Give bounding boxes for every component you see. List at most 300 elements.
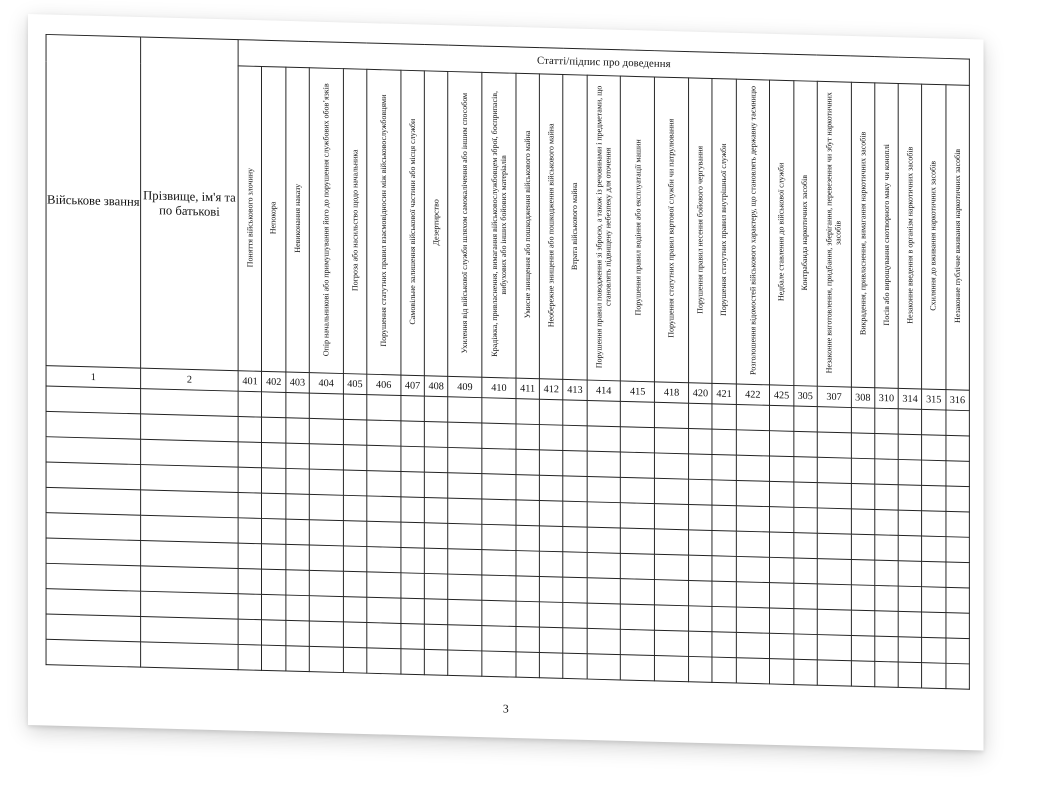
cell-signature[interactable] (563, 400, 587, 426)
cell-signature[interactable] (238, 568, 262, 594)
cell-signature[interactable] (448, 650, 482, 676)
cell-signature[interactable] (286, 570, 310, 596)
cell-signature[interactable] (482, 398, 516, 424)
cell-signature[interactable] (736, 658, 770, 684)
cell-name[interactable] (141, 389, 239, 417)
cell-signature[interactable] (262, 442, 286, 468)
cell-signature[interactable] (712, 454, 736, 480)
cell-rank[interactable] (46, 513, 141, 541)
cell-signature[interactable] (401, 649, 425, 675)
cell-signature[interactable] (539, 475, 563, 501)
cell-signature[interactable] (563, 552, 587, 578)
cell-signature[interactable] (898, 637, 922, 663)
cell-signature[interactable] (448, 599, 482, 625)
cell-signature[interactable] (689, 429, 713, 455)
cell-rank[interactable] (46, 437, 141, 465)
cell-signature[interactable] (851, 483, 875, 509)
cell-signature[interactable] (655, 605, 689, 631)
cell-signature[interactable] (367, 395, 401, 421)
cell-signature[interactable] (922, 561, 946, 587)
cell-signature[interactable] (736, 455, 770, 481)
cell-signature[interactable] (262, 392, 286, 418)
cell-signature[interactable] (367, 496, 401, 522)
cell-signature[interactable] (587, 578, 621, 604)
cell-signature[interactable] (424, 523, 448, 549)
cell-signature[interactable] (539, 399, 563, 425)
cell-signature[interactable] (262, 493, 286, 519)
cell-signature[interactable] (851, 509, 875, 535)
cell-signature[interactable] (424, 396, 448, 422)
cell-signature[interactable] (563, 577, 587, 603)
cell-signature[interactable] (793, 507, 817, 533)
cell-signature[interactable] (712, 556, 736, 582)
cell-signature[interactable] (712, 581, 736, 607)
cell-signature[interactable] (712, 606, 736, 632)
cell-signature[interactable] (817, 559, 851, 585)
cell-signature[interactable] (875, 535, 899, 561)
cell-signature[interactable] (516, 551, 540, 577)
cell-signature[interactable] (539, 425, 563, 451)
cell-signature[interactable] (262, 468, 286, 494)
cell-signature[interactable] (482, 626, 516, 652)
cell-signature[interactable] (262, 417, 286, 443)
cell-signature[interactable] (424, 599, 448, 625)
cell-signature[interactable] (343, 597, 367, 623)
cell-signature[interactable] (563, 628, 587, 654)
cell-signature[interactable] (875, 636, 899, 662)
cell-signature[interactable] (898, 611, 922, 637)
cell-signature[interactable] (516, 424, 540, 450)
cell-signature[interactable] (343, 495, 367, 521)
cell-signature[interactable] (946, 435, 970, 461)
cell-signature[interactable] (238, 442, 262, 468)
cell-signature[interactable] (309, 520, 343, 546)
cell-signature[interactable] (898, 662, 922, 688)
cell-signature[interactable] (712, 505, 736, 531)
cell-name[interactable] (141, 541, 239, 569)
cell-signature[interactable] (448, 549, 482, 575)
cell-signature[interactable] (817, 635, 851, 661)
cell-signature[interactable] (621, 655, 655, 681)
cell-signature[interactable] (587, 603, 621, 629)
cell-signature[interactable] (946, 410, 970, 436)
cell-signature[interactable] (343, 419, 367, 445)
cell-signature[interactable] (448, 397, 482, 423)
cell-signature[interactable] (587, 552, 621, 578)
cell-signature[interactable] (587, 451, 621, 477)
cell-signature[interactable] (238, 391, 262, 417)
cell-signature[interactable] (621, 528, 655, 554)
cell-signature[interactable] (689, 504, 713, 530)
cell-signature[interactable] (238, 594, 262, 620)
cell-signature[interactable] (817, 584, 851, 610)
cell-signature[interactable] (343, 470, 367, 496)
cell-signature[interactable] (401, 522, 425, 548)
cell-signature[interactable] (238, 467, 262, 493)
cell-signature[interactable] (262, 544, 286, 570)
cell-signature[interactable] (898, 586, 922, 612)
cell-signature[interactable] (286, 646, 310, 672)
cell-signature[interactable] (793, 583, 817, 609)
cell-signature[interactable] (655, 656, 689, 682)
cell-signature[interactable] (367, 572, 401, 598)
cell-signature[interactable] (238, 543, 262, 569)
cell-signature[interactable] (516, 576, 540, 602)
cell-signature[interactable] (367, 471, 401, 497)
cell-signature[interactable] (946, 562, 970, 588)
cell-signature[interactable] (424, 497, 448, 523)
cell-signature[interactable] (516, 601, 540, 627)
cell-signature[interactable] (851, 585, 875, 611)
cell-signature[interactable] (946, 461, 970, 487)
cell-signature[interactable] (343, 445, 367, 471)
cell-signature[interactable] (309, 646, 343, 672)
cell-signature[interactable] (401, 623, 425, 649)
cell-signature[interactable] (712, 530, 736, 556)
cell-signature[interactable] (736, 556, 770, 582)
cell-signature[interactable] (238, 417, 262, 443)
cell-signature[interactable] (238, 619, 262, 645)
cell-signature[interactable] (736, 404, 770, 430)
cell-signature[interactable] (793, 533, 817, 559)
cell-signature[interactable] (482, 550, 516, 576)
cell-signature[interactable] (621, 503, 655, 529)
cell-signature[interactable] (309, 570, 343, 596)
cell-signature[interactable] (401, 446, 425, 472)
cell-signature[interactable] (309, 621, 343, 647)
cell-signature[interactable] (793, 659, 817, 685)
cell-signature[interactable] (793, 558, 817, 584)
cell-signature[interactable] (770, 405, 794, 431)
cell-signature[interactable] (539, 652, 563, 678)
cell-signature[interactable] (587, 400, 621, 426)
cell-signature[interactable] (587, 527, 621, 553)
cell-signature[interactable] (516, 399, 540, 425)
cell-signature[interactable] (736, 480, 770, 506)
cell-signature[interactable] (793, 431, 817, 457)
cell-name[interactable] (141, 465, 239, 493)
cell-signature[interactable] (367, 521, 401, 547)
cell-signature[interactable] (922, 637, 946, 663)
cell-signature[interactable] (689, 580, 713, 606)
cell-name[interactable] (141, 566, 239, 594)
cell-signature[interactable] (309, 494, 343, 520)
cell-rank[interactable] (46, 462, 141, 490)
cell-signature[interactable] (563, 450, 587, 476)
cell-signature[interactable] (736, 531, 770, 557)
cell-signature[interactable] (587, 654, 621, 680)
cell-signature[interactable] (689, 656, 713, 682)
cell-signature[interactable] (448, 574, 482, 600)
cell-signature[interactable] (343, 622, 367, 648)
cell-signature[interactable] (448, 498, 482, 524)
cell-signature[interactable] (655, 554, 689, 580)
cell-signature[interactable] (655, 504, 689, 530)
cell-signature[interactable] (621, 604, 655, 630)
cell-rank[interactable] (46, 538, 141, 566)
cell-signature[interactable] (587, 426, 621, 452)
cell-signature[interactable] (539, 450, 563, 476)
cell-signature[interactable] (482, 524, 516, 550)
cell-signature[interactable] (343, 571, 367, 597)
cell-signature[interactable] (770, 633, 794, 659)
cell-signature[interactable] (262, 518, 286, 544)
cell-signature[interactable] (922, 612, 946, 638)
cell-signature[interactable] (770, 431, 794, 457)
cell-signature[interactable] (309, 393, 343, 419)
cell-rank[interactable] (46, 386, 141, 414)
cell-name[interactable] (141, 515, 239, 543)
cell-signature[interactable] (516, 525, 540, 551)
cell-signature[interactable] (898, 485, 922, 511)
cell-signature[interactable] (875, 408, 899, 434)
cell-signature[interactable] (712, 404, 736, 430)
cell-signature[interactable] (482, 423, 516, 449)
cell-signature[interactable] (898, 434, 922, 460)
cell-signature[interactable] (851, 408, 875, 434)
cell-signature[interactable] (401, 396, 425, 422)
cell-signature[interactable] (563, 526, 587, 552)
cell-signature[interactable] (516, 627, 540, 653)
cell-signature[interactable] (770, 608, 794, 634)
cell-signature[interactable] (875, 611, 899, 637)
cell-signature[interactable] (309, 469, 343, 495)
cell-signature[interactable] (621, 427, 655, 453)
cell-rank[interactable] (46, 487, 141, 515)
cell-signature[interactable] (655, 478, 689, 504)
cell-signature[interactable] (563, 602, 587, 628)
cell-rank[interactable] (46, 639, 141, 667)
cell-signature[interactable] (587, 502, 621, 528)
cell-signature[interactable] (736, 582, 770, 608)
cell-signature[interactable] (712, 632, 736, 658)
cell-signature[interactable] (946, 587, 970, 613)
cell-signature[interactable] (309, 596, 343, 622)
cell-signature[interactable] (482, 651, 516, 677)
cell-signature[interactable] (655, 402, 689, 428)
cell-signature[interactable] (286, 392, 310, 418)
cell-signature[interactable] (851, 559, 875, 585)
cell-signature[interactable] (539, 551, 563, 577)
cell-signature[interactable] (689, 530, 713, 556)
cell-signature[interactable] (793, 406, 817, 432)
cell-signature[interactable] (621, 401, 655, 427)
cell-signature[interactable] (851, 534, 875, 560)
cell-signature[interactable] (424, 447, 448, 473)
cell-signature[interactable] (898, 561, 922, 587)
cell-signature[interactable] (689, 454, 713, 480)
cell-signature[interactable] (922, 409, 946, 435)
cell-signature[interactable] (817, 508, 851, 534)
cell-signature[interactable] (793, 609, 817, 635)
cell-signature[interactable] (655, 428, 689, 454)
cell-signature[interactable] (367, 623, 401, 649)
cell-signature[interactable] (448, 523, 482, 549)
cell-signature[interactable] (401, 471, 425, 497)
cell-signature[interactable] (448, 473, 482, 499)
cell-signature[interactable] (401, 421, 425, 447)
cell-signature[interactable] (286, 519, 310, 545)
cell-signature[interactable] (851, 661, 875, 687)
cell-signature[interactable] (946, 613, 970, 639)
cell-signature[interactable] (539, 576, 563, 602)
cell-signature[interactable] (401, 497, 425, 523)
cell-signature[interactable] (689, 403, 713, 429)
cell-signature[interactable] (262, 569, 286, 595)
cell-signature[interactable] (401, 598, 425, 624)
cell-signature[interactable] (736, 506, 770, 532)
cell-signature[interactable] (516, 449, 540, 475)
cell-signature[interactable] (875, 459, 899, 485)
cell-signature[interactable] (817, 483, 851, 509)
cell-signature[interactable] (621, 477, 655, 503)
cell-signature[interactable] (736, 607, 770, 633)
cell-signature[interactable] (851, 458, 875, 484)
cell-signature[interactable] (946, 511, 970, 537)
cell-signature[interactable] (922, 435, 946, 461)
cell-signature[interactable] (424, 548, 448, 574)
cell-signature[interactable] (262, 645, 286, 671)
cell-signature[interactable] (539, 602, 563, 628)
cell-signature[interactable] (401, 547, 425, 573)
cell-signature[interactable] (309, 418, 343, 444)
cell-name[interactable] (141, 439, 239, 467)
cell-signature[interactable] (448, 625, 482, 651)
cell-signature[interactable] (482, 499, 516, 525)
cell-signature[interactable] (424, 472, 448, 498)
cell-signature[interactable] (946, 486, 970, 512)
cell-signature[interactable] (563, 653, 587, 679)
cell-signature[interactable] (770, 507, 794, 533)
cell-signature[interactable] (875, 661, 899, 687)
cell-signature[interactable] (817, 432, 851, 458)
cell-signature[interactable] (539, 501, 563, 527)
cell-signature[interactable] (587, 476, 621, 502)
cell-signature[interactable] (770, 532, 794, 558)
cell-signature[interactable] (286, 468, 310, 494)
cell-signature[interactable] (482, 474, 516, 500)
cell-signature[interactable] (516, 652, 540, 678)
cell-signature[interactable] (539, 627, 563, 653)
cell-signature[interactable] (851, 635, 875, 661)
cell-signature[interactable] (621, 629, 655, 655)
cell-signature[interactable] (309, 545, 343, 571)
cell-signature[interactable] (286, 418, 310, 444)
cell-signature[interactable] (922, 485, 946, 511)
cell-signature[interactable] (898, 535, 922, 561)
cell-signature[interactable] (286, 620, 310, 646)
cell-signature[interactable] (621, 579, 655, 605)
cell-rank[interactable] (46, 563, 141, 591)
cell-signature[interactable] (286, 595, 310, 621)
cell-signature[interactable] (238, 644, 262, 670)
cell-name[interactable] (141, 642, 239, 670)
cell-signature[interactable] (817, 407, 851, 433)
cell-signature[interactable] (851, 610, 875, 636)
cell-signature[interactable] (875, 509, 899, 535)
cell-signature[interactable] (689, 606, 713, 632)
cell-signature[interactable] (946, 638, 970, 664)
cell-signature[interactable] (367, 547, 401, 573)
cell-signature[interactable] (898, 409, 922, 435)
cell-signature[interactable] (309, 444, 343, 470)
cell-signature[interactable] (770, 583, 794, 609)
cell-signature[interactable] (367, 445, 401, 471)
cell-signature[interactable] (817, 533, 851, 559)
cell-signature[interactable] (851, 433, 875, 459)
cell-signature[interactable] (343, 521, 367, 547)
cell-signature[interactable] (770, 659, 794, 685)
cell-signature[interactable] (401, 573, 425, 599)
cell-signature[interactable] (946, 663, 970, 689)
cell-signature[interactable] (424, 573, 448, 599)
cell-signature[interactable] (367, 648, 401, 674)
cell-signature[interactable] (424, 421, 448, 447)
cell-name[interactable] (141, 617, 239, 645)
cell-signature[interactable] (875, 585, 899, 611)
cell-signature[interactable] (655, 529, 689, 555)
cell-signature[interactable] (689, 631, 713, 657)
cell-signature[interactable] (655, 580, 689, 606)
cell-signature[interactable] (367, 597, 401, 623)
cell-rank[interactable] (46, 614, 141, 642)
cell-signature[interactable] (262, 620, 286, 646)
cell-signature[interactable] (922, 511, 946, 537)
cell-signature[interactable] (563, 501, 587, 527)
cell-signature[interactable] (563, 476, 587, 502)
cell-signature[interactable] (736, 632, 770, 658)
cell-signature[interactable] (448, 422, 482, 448)
cell-signature[interactable] (482, 600, 516, 626)
cell-rank[interactable] (46, 411, 141, 439)
cell-signature[interactable] (922, 460, 946, 486)
cell-signature[interactable] (875, 433, 899, 459)
cell-signature[interactable] (793, 457, 817, 483)
cell-signature[interactable] (286, 494, 310, 520)
cell-signature[interactable] (621, 553, 655, 579)
cell-signature[interactable] (922, 663, 946, 689)
cell-signature[interactable] (770, 456, 794, 482)
cell-signature[interactable] (712, 429, 736, 455)
cell-signature[interactable] (367, 420, 401, 446)
cell-signature[interactable] (817, 660, 851, 686)
cell-signature[interactable] (238, 492, 262, 518)
cell-signature[interactable] (770, 557, 794, 583)
cell-signature[interactable] (424, 624, 448, 650)
cell-signature[interactable] (424, 649, 448, 675)
cell-signature[interactable] (286, 443, 310, 469)
cell-signature[interactable] (922, 587, 946, 613)
cell-signature[interactable] (689, 555, 713, 581)
cell-name[interactable] (141, 591, 239, 619)
cell-signature[interactable] (286, 544, 310, 570)
cell-signature[interactable] (343, 546, 367, 572)
cell-name[interactable] (141, 490, 239, 518)
cell-signature[interactable] (655, 630, 689, 656)
cell-signature[interactable] (898, 459, 922, 485)
cell-signature[interactable] (343, 394, 367, 420)
cell-signature[interactable] (343, 647, 367, 673)
cell-signature[interactable] (875, 484, 899, 510)
cell-signature[interactable] (516, 475, 540, 501)
cell-signature[interactable] (712, 657, 736, 683)
cell-signature[interactable] (689, 479, 713, 505)
cell-rank[interactable] (46, 589, 141, 617)
cell-signature[interactable] (793, 634, 817, 660)
cell-name[interactable] (141, 414, 239, 442)
cell-signature[interactable] (922, 536, 946, 562)
cell-signature[interactable] (516, 500, 540, 526)
